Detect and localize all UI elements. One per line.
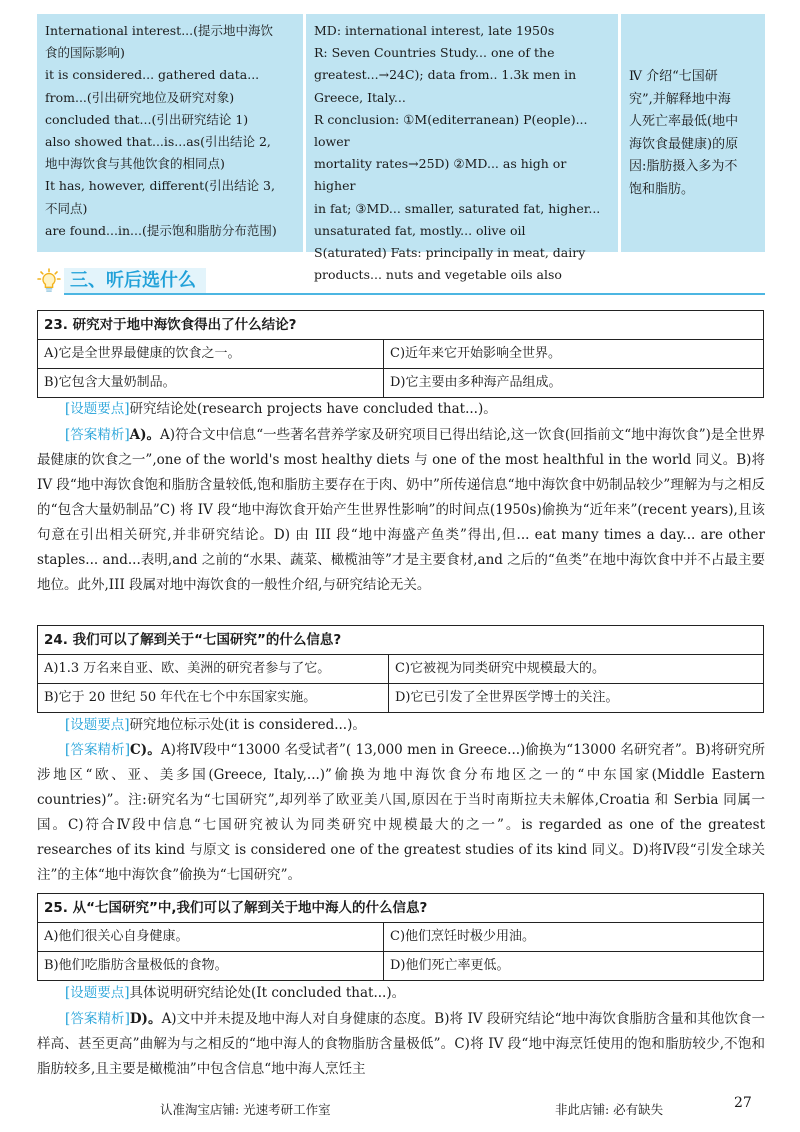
setting-point-label: [设题要点] (65, 985, 130, 1001)
setting-point-label: [设题要点] (65, 717, 130, 733)
summary-line: unsaturated fat, mostly... olive oil (314, 222, 526, 238)
summary-line: It has, however, different(引出结论 3, (45, 178, 275, 194)
summary-line: R: Seven Countries Study... one of the (314, 45, 555, 61)
summary-line: S(aturated) Fats: principally in meat, dairy (314, 245, 586, 261)
answer-key: D)。 (129, 1011, 162, 1027)
question-box-24 (37, 625, 764, 713)
setting-point-label: [设题要点] (65, 401, 130, 417)
summary-line: International interest...(提示地中海饮 (45, 23, 273, 38)
summary-line: concluded that...(引出研究结论 1) (45, 111, 249, 127)
summary-line: also showed that...is...as(引出结论 2, (45, 134, 271, 150)
summary-line: greatest...→24C); data from.. 1.3k men in (314, 67, 577, 83)
footer-shop-note: 认准淘宝店铺: 光速考研工作室 (160, 1102, 331, 1117)
option-c: C)近年来它开始影响全世界。 (383, 340, 763, 368)
summary-line: 人死亡率最低(地中 (629, 114, 739, 129)
analysis-text: A)符合文中信息“一些著名营养学家及研究项目已得出结论,这一饮食(回指前文“地中海饮食”)是全世界最健康的饮食之一”,one of the world's most healthy diets 与 one of the most healthful in the world 同义。B)将 IV 段“地中海饮食饱和脂肪含量较低,饱和脂肪主要存在于肉、奶中”所传递信息“地中海饮食中奶制品较少”理解为与之相反的“包含大量奶制品”C) 将 IV 段“地中海饮食开始产生世界性影响”的时间点(1950s)偷换为“近年来”(recent years),且该句意在引出相关研究,并非研究结论。D) 由 III 段“地中海盛产鱼类”得出,但... eat many times a day... are other staples... and...表明,and 之前的“水果、蔬菜、橄榄油等”才是主要食材,and 之后的“鱼类”在地中海饮食中并不占最主要地位。此外,III 段属对地中海饮食的一般性介绍,与研究结论无关。 (37, 427, 765, 593)
analysis-25 (37, 1007, 765, 1082)
option-c: C)它被视为同类研究中规模最大的。 (388, 655, 763, 683)
option-d: D)它已引发了全世界医学博士的关注。 (388, 684, 763, 712)
question-box-23 (37, 310, 764, 398)
section-title: 三、听后选什么 (64, 268, 206, 294)
summary-col-paragraph (621, 14, 765, 252)
summary-line: R conclusion: ①M(editerranean) P(eople)... lower (314, 111, 588, 150)
setting-point-text: 研究地位标示处(it is considered...)。 (129, 717, 366, 733)
summary-line: MD: international interest, late 1950s (314, 23, 555, 38)
page-number: 27 (734, 1095, 752, 1111)
question-title: 24. 我们可以了解到关于“七国研究”的什么信息? (38, 626, 763, 655)
analysis-label: [答案精析] (65, 427, 130, 443)
summary-line: Greece, Italy... (314, 89, 406, 105)
summary-line: 地中海饮食与其他饮食的相同点) (45, 156, 225, 172)
footer-warning: 非此店铺: 必有缺失 (555, 1102, 664, 1117)
summary-line: 食的国际影响) (45, 45, 125, 61)
setting-point-text: 具体说明研究结论处(It concluded that...)。 (129, 985, 406, 1001)
option-a: A)它是全世界最健康的饮食之一。 (44, 346, 241, 361)
section-heading (37, 268, 765, 294)
analysis-label: [答案精析] (65, 742, 131, 758)
option-b: B)他们吃脂肪含量极低的食物。 (44, 958, 228, 973)
analysis-23 (37, 423, 765, 598)
option-b: B)它包含大量奶制品。 (44, 375, 176, 390)
summary-line: Ⅳ 介绍“七国研 (629, 69, 718, 84)
summary-col-notes (306, 14, 618, 283)
question-box-25 (37, 893, 764, 981)
lightbulb-icon (37, 268, 61, 294)
summary-line: mortality rates→25D) ②MD... as high or higher (314, 156, 567, 194)
analysis-text: A)将Ⅳ段中“13000 名受试者”( 13,000 men in Greece...)偷换为“13000 名研究者”。B)将研究所涉地区“欧、亚、美多国(Greece, Italy,...)”偷换为地中海饮食分布地区之一的“中东国家(Middle Eastern countries)”。注:研究名为“七国研究”,却列举了欧亚美八国,原因在于当时南斯拉夫未解体,Croatia 和 Serbia 同属一国。C)符合Ⅳ段中信息“七国研究被认为同类研究中规模最大的之一”。is regarded as one of the greatest researches of its kind 与原文 is considered one of the greatest studies of its kind 同义。D)将Ⅳ段“引发全球关注”的主体“地中海饮食”偷换为“七国研究”。 (37, 742, 765, 883)
answer-key: C)。 (130, 742, 161, 758)
summary-line: 海饮食最健康)的原 (629, 136, 739, 152)
section-rule (64, 293, 765, 295)
setting-point-23 (37, 397, 765, 422)
summary-line: 不同点) (45, 200, 88, 216)
option-b: B)它于 20 世纪 50 年代在七个中东国家实施。 (44, 690, 317, 705)
summary-line: 饱和脂肪。 (629, 181, 695, 197)
answer-key: A)。 (129, 427, 161, 443)
summary-line: 究”,并解释地中海 (629, 91, 731, 107)
option-d: D)它主要由多种海产品组成。 (383, 369, 763, 397)
analysis-24 (37, 738, 765, 888)
setting-point-24 (37, 713, 765, 738)
option-a: A)1.3 万名来自亚、欧、美洲的研究者参与了它。 (44, 661, 331, 676)
setting-point-25 (37, 981, 765, 1006)
summary-line: from...(引出研究地位及研究对象) (45, 89, 235, 105)
analysis-text: A)文中并未提及地中海人对自身健康的态度。B)将 IV 段研究结论“地中海饮食脂肪含量和其他饮食一样高、甚至更高”曲解为与之相反的“地中海人的食物脂肪含量极低”。C)将 IV 段“地中海烹饪使用的饱和脂肪较少,不饱和脂肪较多,且主要是橄榄油”中包含信息“地中海人烹饪主 (37, 1011, 765, 1077)
summary-line: in fat; ③MD... smaller, saturated fat, higher... (314, 200, 601, 216)
analysis-label: [答案精析] (65, 1011, 130, 1027)
summary-line: are found...in...(提示饱和脂肪分布范围) (45, 222, 277, 238)
question-title: 25. 从“七国研究”中,我们可以了解到关于地中海人的什么信息? (38, 894, 763, 923)
question-title: 23. 研究对于地中海饮食得出了什么结论? (38, 311, 763, 340)
summary-line: it is considered... gathered data... (45, 67, 260, 83)
summary-line: products... nuts and vegetable oils also (314, 267, 562, 283)
summary-line: 因:脂肪摄入多为不 (629, 159, 738, 174)
setting-point-text: 研究结论处(research projects have concluded that...)。 (129, 401, 497, 417)
option-a: A)他们很关心自身健康。 (44, 929, 189, 944)
option-c: C)他们烹饪时极少用油。 (383, 923, 763, 951)
summary-col-cues (37, 14, 303, 252)
option-d: D)他们死亡率更低。 (383, 952, 763, 980)
